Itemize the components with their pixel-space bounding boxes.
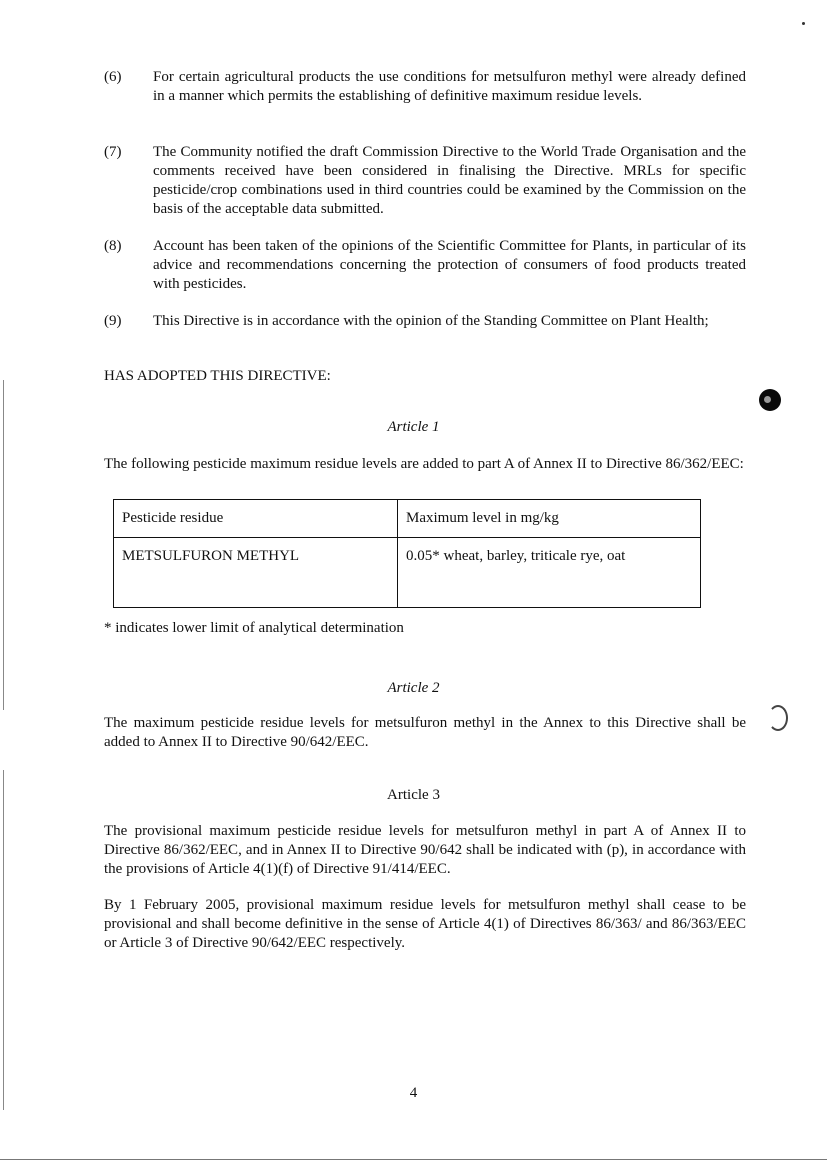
article-3-paragraph-2: By 1 February 2005, provisional maximum residue levels for metsulfuron methyl shall cease to be provisional and shall become definitive in the sense of Article 4(1) of Directives 86/363/ and 86/363/EEC or Article 3 of Directive 90/642/EEC respectively.: [104, 897, 746, 951]
table-header-cell: Pesticide residue: [114, 500, 398, 538]
article-3-paragraph-1: The provisional maximum pesticide residue levels for metsulfuron methyl in part A of Annex II to Directive 86/362/EEC, and in Annex II to Directive 90/642 shall be indicated with (p), in accordance with the provisions of Article 4(1)(f) of Directive 91/414/EEC.: [104, 823, 746, 877]
article-2-heading: Article 2: [387, 680, 440, 696]
table-header-row: [114, 500, 701, 538]
table-footnote: * indicates lower limit of analytical determination: [104, 620, 404, 636]
table-cell: METSULFURON METHYL: [114, 538, 398, 608]
article-2-text: The maximum pesticide residue levels for metsulfuron methyl in the Annex to this Directive shall be added to Annex II to Directive 90/642/EEC.: [104, 715, 746, 750]
recital-number: (8): [104, 238, 122, 254]
scan-speck: [802, 22, 805, 25]
article-1-heading: Article 1: [387, 419, 440, 435]
table-cell: 0.05* wheat, barley, triticale rye, oat: [398, 538, 701, 608]
recital-6: [104, 68, 746, 106]
recital-text: This Directive is in accordance with the opinion of the Standing Committee on Plant Health;: [153, 313, 709, 329]
recital-text: Account has been taken of the opinions of the Scientific Committee for Plants, in particular of its advice and recommendations concerning the protection of consumers of food products treated with pesticides.: [153, 238, 746, 292]
recital-number: (6): [104, 69, 122, 85]
adoption-statement: HAS ADOPTED THIS DIRECTIVE:: [104, 368, 331, 384]
punch-hole-mark: [759, 389, 781, 411]
mrl-table: [113, 499, 701, 608]
scan-edge-line: [3, 770, 4, 1110]
page-number: 4: [409, 1085, 418, 1101]
recital-text: For certain agricultural products the use conditions for metsulfuron methyl were already defined in a manner which permits the establishing of definitive maximum residue levels.: [153, 69, 746, 104]
article-1-intro: The following pesticide maximum residue levels are added to part A of Annex II to Directive 86/362/EEC:: [104, 456, 744, 472]
recital-text: The Community notified the draft Commission Directive to the World Trade Organisation and the comments received have been considered in finalising the Directive. MRLs for specific pesticide/crop combinations used in third countries could be examined by the Commission on the basis of the acceptable data submitted.: [153, 144, 746, 217]
scan-bottom-line: [0, 1159, 827, 1160]
table-header-cell: Maximum level in mg/kg: [398, 500, 701, 538]
punch-hole-ring: [768, 705, 788, 731]
recital-number: (7): [104, 144, 122, 160]
recital-number: (9): [104, 313, 122, 329]
table-row: [114, 538, 701, 608]
recital-7: [104, 143, 746, 219]
recital-8: [104, 237, 746, 294]
recital-9: [104, 312, 746, 331]
article-3-heading: Article 3: [387, 787, 440, 803]
